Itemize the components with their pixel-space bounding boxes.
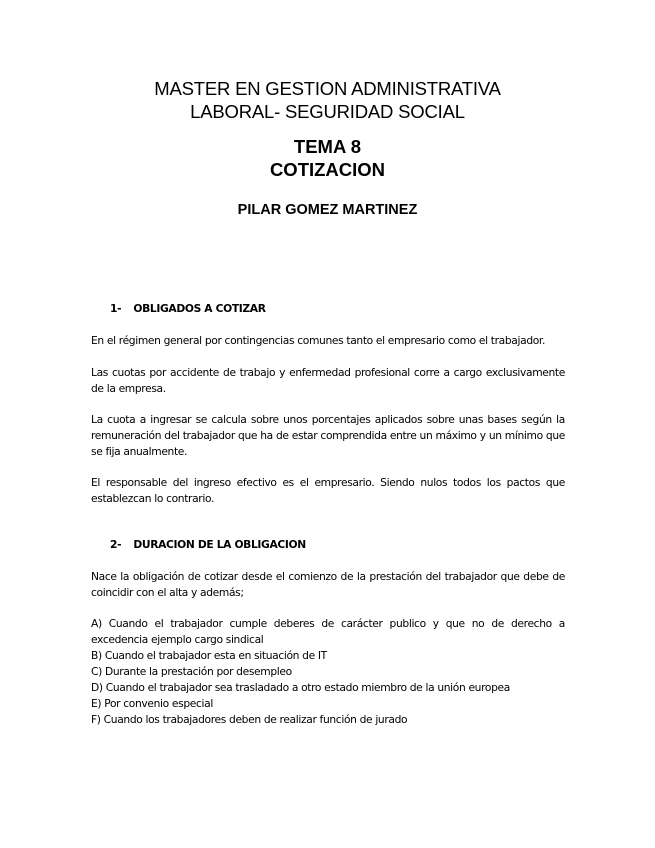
paragraph: Las cuotas por accidente de trabajo y enfermedad profesional corre a cargo exclusivamente de la empresa. — [91, 366, 565, 395]
list-item: F) Cuando los trabajadores deben de realizar función de jurado — [91, 713, 408, 726]
topic-heading — [0, 135, 655, 181]
title-line-2: LABORAL- SEGURIDAD SOCIAL — [190, 101, 465, 122]
list-item: E) Por convenio especial — [91, 697, 213, 710]
section-heading — [110, 538, 306, 551]
document-title — [0, 77, 655, 123]
list-item: A) Cuando el trabajador cumple deberes de carácter publico y que no de derecho a excedencia ejemplo cargo sindical — [91, 617, 565, 646]
paragraph: En el régimen general por contingencias comunes tanto el empresario como el trabajador. — [91, 334, 546, 347]
section-number: 1- — [110, 302, 122, 315]
section-title: DURACION DE LA OBLIGACION — [133, 538, 306, 551]
author-name: PILAR GOMEZ MARTINEZ — [237, 202, 418, 218]
section-title: OBLIGADOS A COTIZAR — [133, 302, 266, 315]
paragraph: La cuota a ingresar se calcula sobre unos porcentajes aplicados sobre unas bases según la remuneración del trabajador que ha de estar comprendida entre un máximo y un mínimo que se fija anualmente. — [91, 413, 565, 458]
tema-subject: COTIZACION — [269, 159, 386, 180]
tema-number: TEMA 8 — [293, 136, 362, 157]
obligation-list — [91, 616, 565, 728]
paragraph: Nace la obligación de cotizar desde el comienzo de la prestación del trabajador que debe de coincidir con el alta y además; — [91, 570, 565, 599]
paragraph: El responsable del ingreso efectivo es el empresario. Siendo nulos todos los pactos que establezcan lo contrario. — [91, 476, 565, 505]
section-heading — [110, 302, 266, 315]
title-line-1: MASTER EN GESTION ADMINISTRATIVA — [154, 78, 501, 99]
list-item: D) Cuando el trabajador sea trasladado a otro estado miembro de la unión europea — [91, 681, 510, 694]
list-item: C) Durante la prestación por desempleo — [91, 665, 292, 678]
list-item: B) Cuando el trabajador esta en situación de IT — [91, 649, 327, 662]
section-number: 2- — [110, 538, 122, 551]
